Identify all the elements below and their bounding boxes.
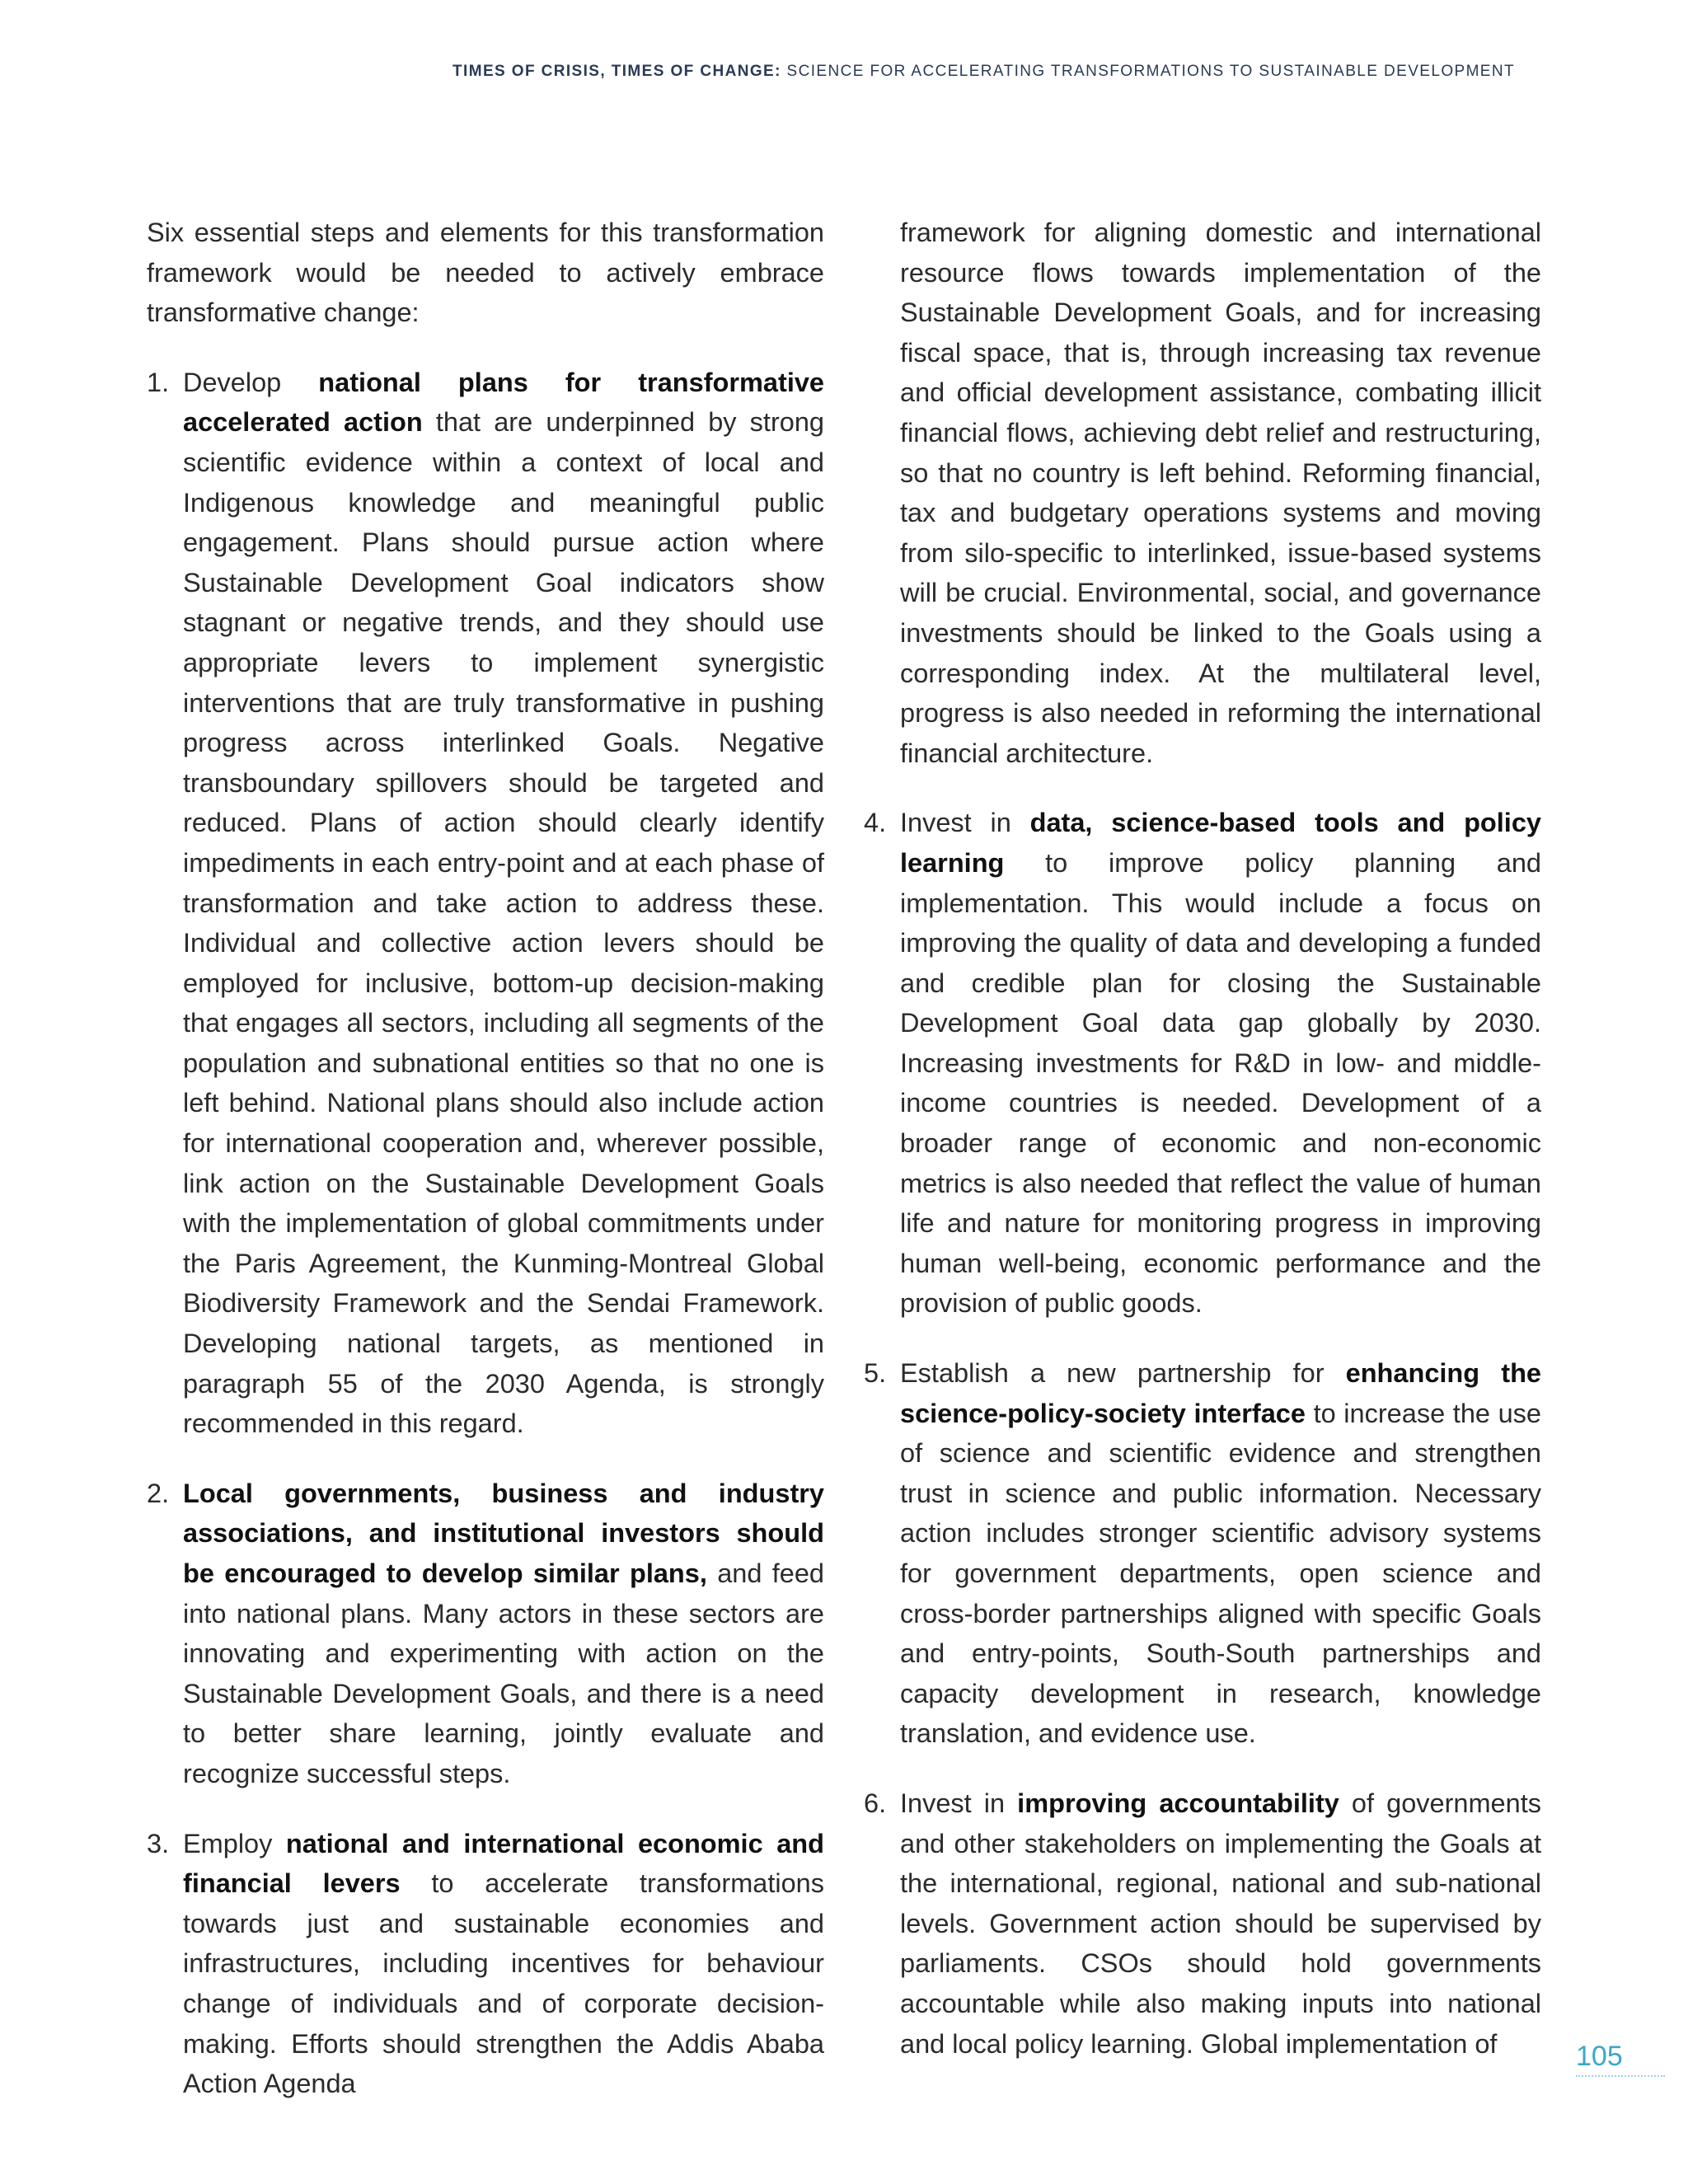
list-item-lead: Invest in — [900, 1788, 1018, 1818]
list-item-text: and feed into national plans. Many actors in these sectors are innovating and experimenting with action on the Sustainable Development Goals, and there is a need to better share learning, jointly evaluate and recognize successful steps. — [183, 1558, 824, 1788]
list-item-number: 3. — [147, 1828, 170, 1858]
list-item-number: 5. — [864, 1358, 887, 1389]
intro-paragraph: Six essential steps and elements for this transformation framework would be needed to actively embrace transformative change: — [147, 218, 824, 328]
list-item — [864, 803, 1541, 1324]
list-item-lead: Establish a new partnership for — [900, 1358, 1346, 1389]
list-item-bold: Local governments, business and industry associations, and institutional investors should be encouraged to develop similar plans, — [183, 1478, 824, 1588]
list-item-text: that are underpinned by strong scientific evidence within a context of local and Indigenous knowledge and meaningful public engagement. Plans should pursue action where Sustainable Development Goal indicators show stagnant or negative trends, and they should use appropriate levers to implement synergistic interventions that are truly transformative in pushing progress across interlinked Goals. Negative transboundary spillovers should be targeted and reduced. Plans of action should clearly identify impediments in each entry-point and at each phase of transformation and take action to address these. Individual and collective action levers should be employed for inclusive, bottom-up decision-making that engages all sectors, including all segments of the population and subnational entities so that no one is left behind. National plans should also include action for international cooperation and, wherever possible, link action on the Sustainable Development Goals with the implementation of global commitments under the Paris Agreement, the Kunming-Montreal Global Biodiversity Framework and the Sendai Framework. Developing national targets, as mentioned in paragraph 55 of the 2030 Agenda, is strongly recommended in this regard. — [183, 407, 824, 1439]
list-item — [147, 1824, 824, 2104]
list-item-bold: national plans for transformative accelerated action — [183, 367, 824, 438]
steps-list-right — [864, 213, 1541, 2064]
list-item-text: of governments and other stakeholders on implementing the Goals at the international, regional, national and sub-national levels. Government action should be supervised by parliaments. CSOs should hold governments accountable while also making inputs into national and local policy learning. Global implementation of — [900, 1788, 1541, 2059]
right-column — [864, 213, 1541, 2093]
list-item-continued — [864, 213, 1541, 773]
list-item — [147, 363, 824, 1444]
list-item-lead: Invest in — [900, 808, 1030, 838]
left-column — [147, 213, 824, 2134]
page-number-rule — [1576, 2075, 1665, 2077]
list-item-text: to increase the use of science and scientific evidence and strengthen trust in science and public information. Necessary action includes stronger scientific advisory systems for government departments, open science and cross-border partnerships aligned with specific Goals and entry-points, South-South partnerships and capacity development in research, knowledge translation, and evidence use. — [900, 1398, 1541, 1749]
list-item-text: framework for aligning domestic and international resource flows towards implementation of the Sustainable Development Goals, and for increasing fiscal space, that is, through increasing tax revenue and official development assistance, combating illicit financial flows, achieving debt relief and restructuring, so that no country is left behind. Reforming financial, tax and budgetary operations systems and moving from silo-specific to interlinked, issue-based systems will be crucial. Environmental, social, and governance investments should be linked to the Goals using a corresponding index. At the multilateral level, progress is also needed in reforming the international financial architecture. — [900, 218, 1541, 768]
running-header — [452, 63, 1515, 81]
list-item-bold: enhancing the science-policy-society interface — [900, 1358, 1541, 1428]
list-item-bold: improving accountability — [1017, 1788, 1339, 1818]
page-number: 105 — [1576, 2041, 1623, 2072]
list-item-bold: data, science-based tools and policy learning — [900, 808, 1541, 878]
list-item-number: 6. — [864, 1788, 887, 1818]
list-item — [864, 1783, 1541, 2064]
list-item-text: to improve policy planning and implementation. This would include a focus on improving the quality of data and developing a funded and credible plan for closing the Sustainable Development Goal data gap globally by 2030. Increasing investments for R&D in low- and middle-income countries is needed. Development of a broader range of economic and non-economic metrics is also needed that reflect the value of human life and nature for monitoring progress in improving human well-being, economic performance and the provision of public goods. — [900, 847, 1541, 1319]
list-item-text: to accelerate transformations towards just and sustainable economies and infrastructures, including incentives for behaviour change of individuals and of corporate decision-making. Efforts should strengthen the Addis Ababa Action Agenda — [183, 1868, 824, 2099]
list-item-number: 2. — [147, 1478, 170, 1508]
list-item — [864, 1353, 1541, 1754]
list-item-number: 1. — [147, 367, 170, 397]
header-title-strong: TIMES OF CRISIS, TIMES OF CHANGE: — [452, 63, 781, 80]
list-item — [147, 1474, 824, 1794]
list-item-bold: national and international economic and financial levers — [183, 1828, 824, 1899]
list-item-lead: Employ — [183, 1828, 286, 1858]
list-item-number: 4. — [864, 808, 887, 838]
header-title-rest: SCIENCE FOR ACCELERATING TRANSFORMATIONS TO SUSTAINABLE DEVELOPMENT — [786, 63, 1515, 80]
steps-list-left — [147, 363, 824, 2104]
list-item-lead: Develop — [183, 367, 319, 397]
